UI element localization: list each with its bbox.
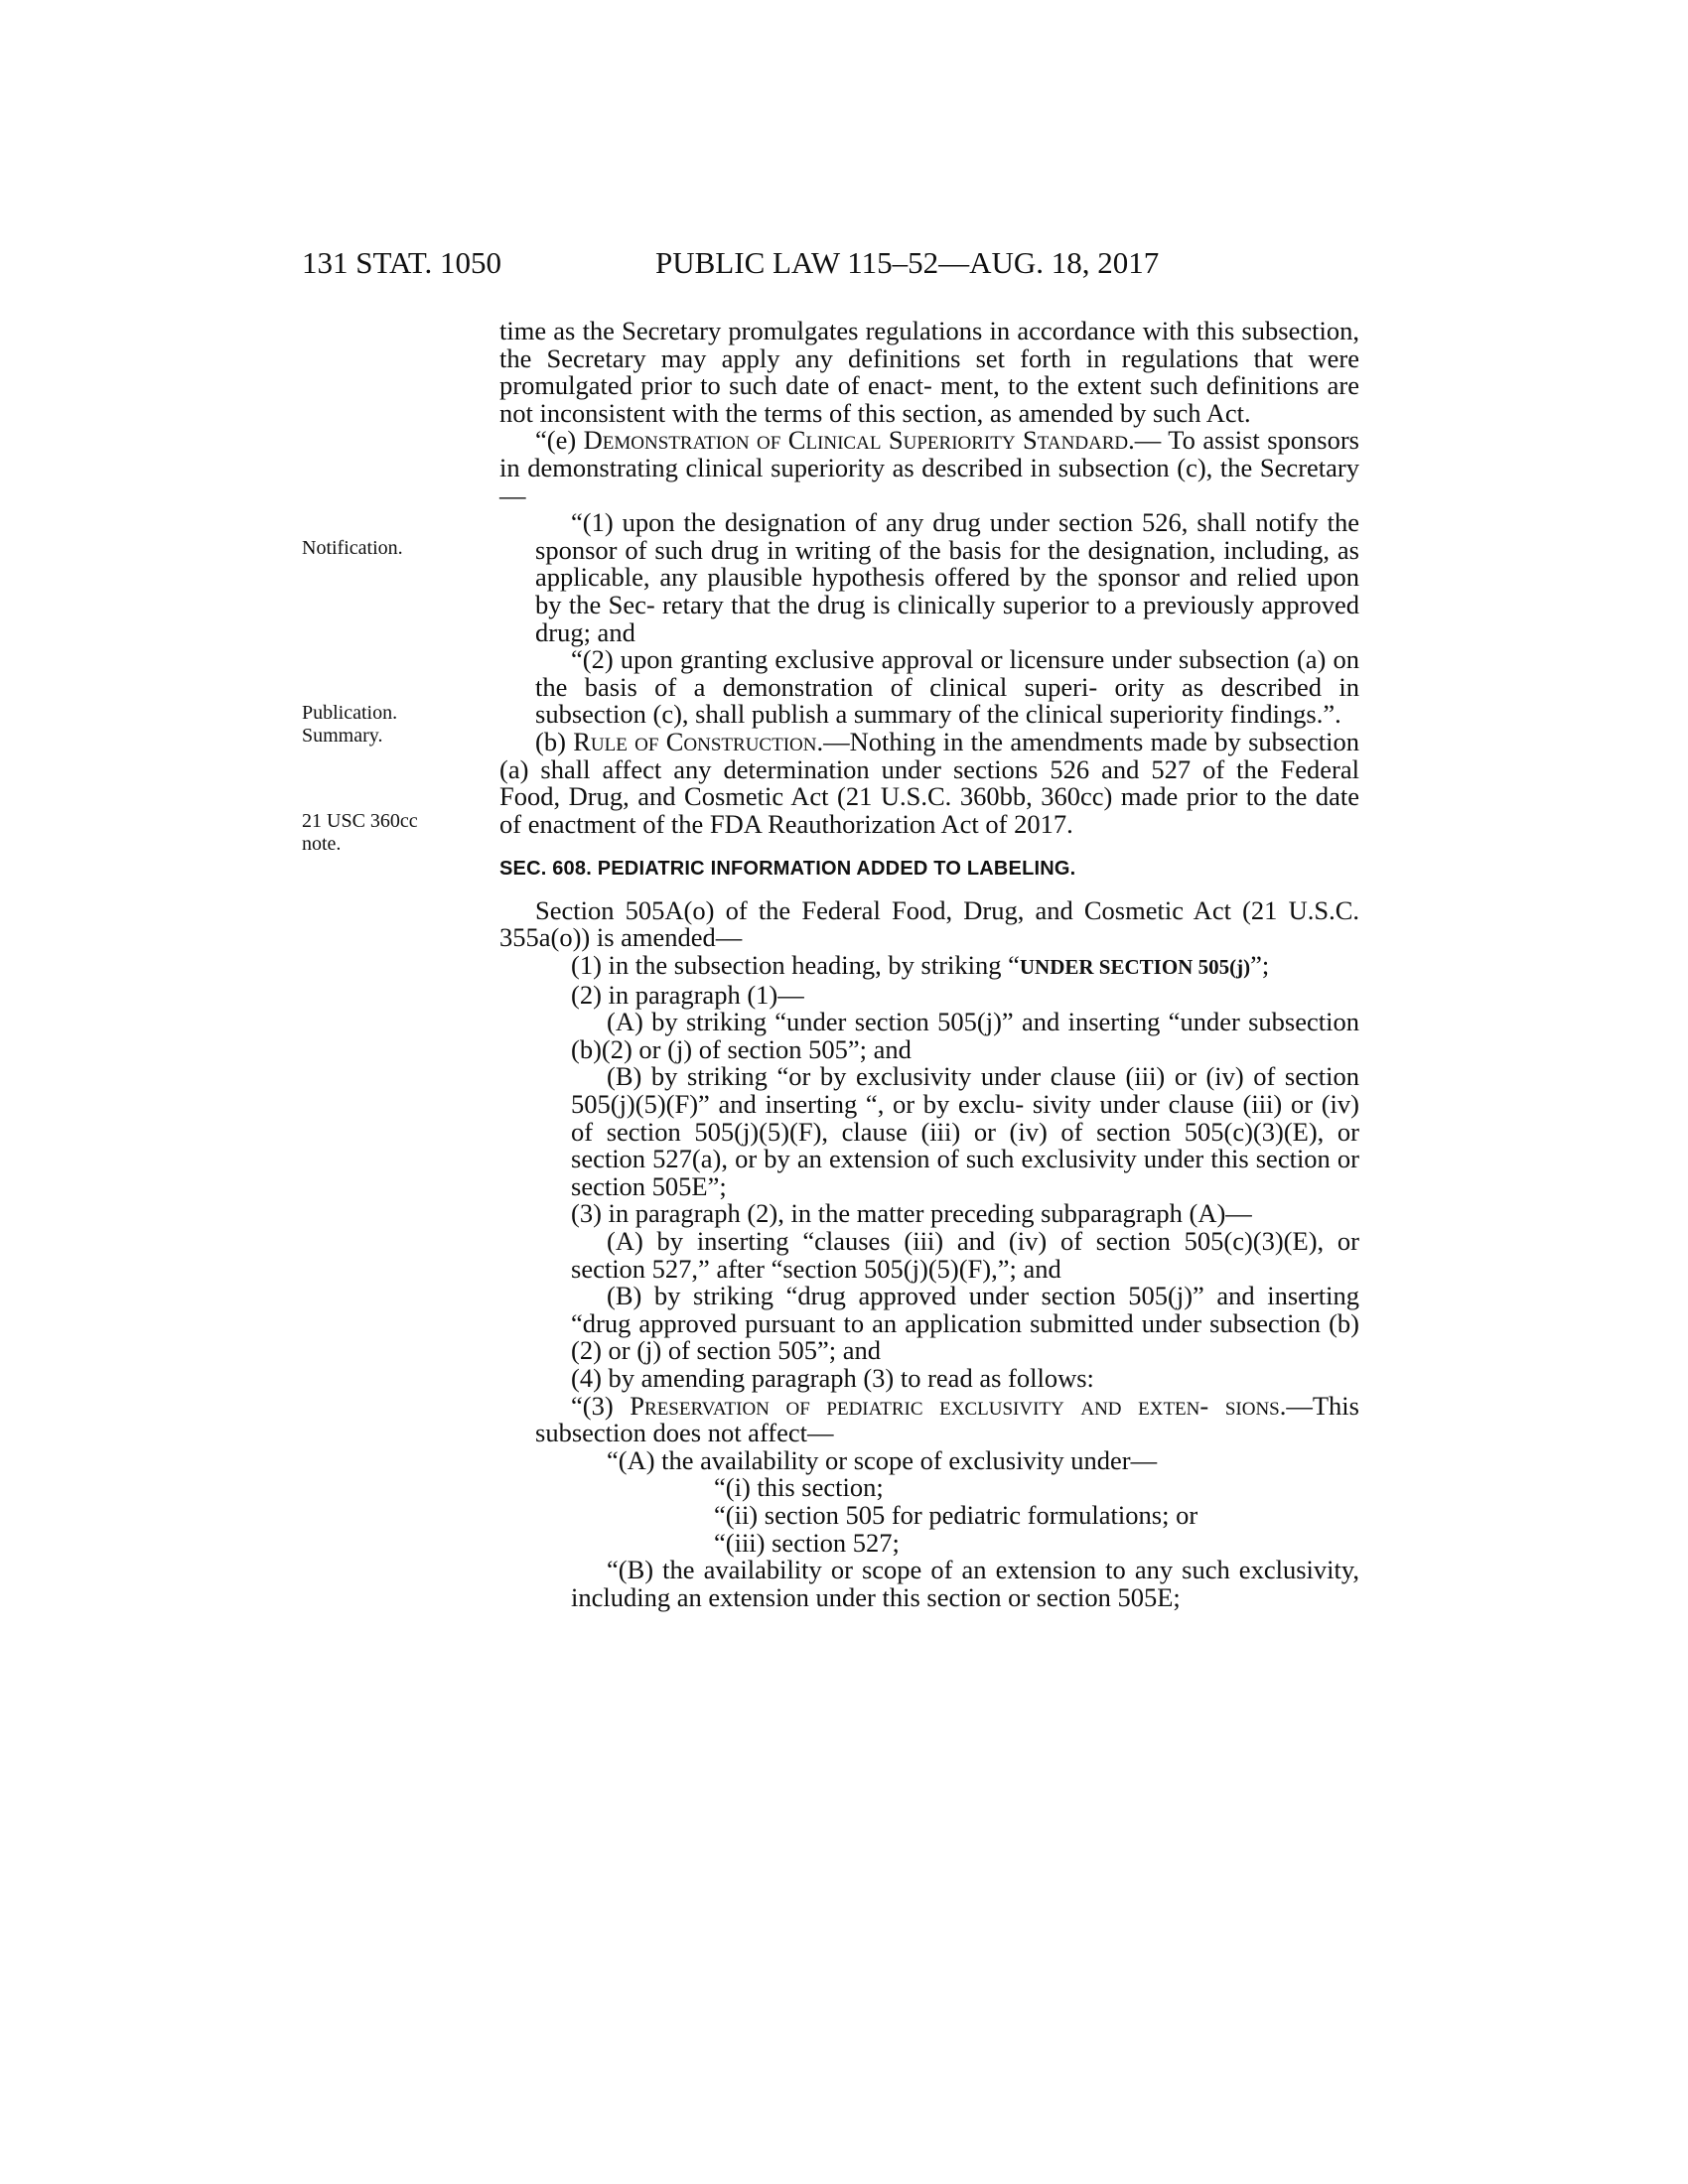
item-2-a: (A) by striking “under section 505(j)” and inserting “under subsection (b)(2) or (j) of section 505”; and [571,1007,1359,1064]
item-4: (4) by amending paragraph (3) to read as follows: [571,1362,1094,1393]
subsection-e-prefix: “(e) [535,425,584,456]
item-2-b: (B) by striking “or by exclusivity under clause (iii) or (iv) of section 505(j)(5)(F)” and inserting “, or by exclu- sivity under clause (iii) or (iv) of section 505(j)(5)(F), clause (iii) or (iv) of section 505(c)(3)(E), or section 527(a), or by an extension of such exclusivity under this section or section 505E”; [571,1061,1359,1201]
item-3: (3) in paragraph (2), in the matter preceding subparagraph (A)— [571,1198,1252,1229]
item-1 [499,952,1359,982]
paragraph-continued: time as the Secretary promulgates regulations in accordance with this subsection, the Secretary may apply any definitions set forth in regulations that were promulgated prior to such date of enact- ment, to the extent such definitions are not inconsistent with the terms of this section, as amended by such Act. [499,316,1359,428]
paragraph-3-prefix: “(3) [571,1390,631,1421]
subsection-e [499,427,1359,509]
margin-note-notification: Notification. [302,537,403,559]
item-1-bold: UNDER SECTION 505(j) [1019,955,1251,980]
margin-note-publication: Publication. [302,702,398,724]
subsection-b-prefix: (b) [535,726,574,756]
subparagraph-a: “(A) the availability or scope of exclusivity under— [607,1444,1158,1475]
subparagraph-b: “(B) the availability or scope of an extension to any such exclusivity, including an extension under this section or section 505E; [571,1555,1359,1612]
section-heading: SEC. 608. PEDIATRIC INFORMATION ADDED TO LABELING. [499,858,1076,881]
subsection-b [499,726,1359,839]
margin-note-usc-note: note. [302,833,342,855]
statute-page-number: 131 STAT. 1050 [302,245,502,280]
item-1-end: ”; [1250,950,1270,981]
section-intro: Section 505A(o) of the Federal Food, Drug, and Cosmetic Act (21 U.S.C. 355a(o)) is amended— [499,894,1359,953]
item-2: (2) in paragraph (1)— [571,979,804,1010]
body-text [499,318,1359,1611]
margin-note-usc: 21 USC 360cc [302,810,418,832]
item-3-b: (B) by striking “drug approved under section 505(j)” and inserting “drug approved pursuant to an application submitted under subsection (b)(2) or (j) of section 505”; and [571,1281,1359,1366]
clause-ii: “(ii) section 505 for pediatric formulations; or [714,1499,1198,1530]
paragraph-e2: “(2) upon granting exclusive approval or licensure under subsection (a) on the basis of a demonstration of clinical superi- ority as described in subsection (c), shall publish a summary of the clinical superiority findings.”. [535,644,1359,730]
paragraph-3-rest: —This subsection does not affect— [535,1390,1359,1448]
subsection-e-title: Demonstration of Clinical Superiority Standard. [583,425,1135,456]
public-law-header: PUBLIC LAW 115–52—AUG. 18, 2017 [655,245,1160,280]
item-1-start: (1) in the subsection heading, by striking “ [571,950,1020,981]
paragraph-3 [499,1390,1359,1448]
clause-iii: “(iii) section 527; [714,1527,900,1558]
clause-i: “(i) this section; [714,1472,884,1503]
subsection-b-title: Rule of Construction. [573,726,824,756]
subsection-b-rest: —Nothing in the amendments made by subsection (a) shall affect any determination under sections 526 and 527 of the Federal Food, Drug, and Cosmetic Act (21 U.S.C. 360bb, 360cc) made prior to the date of enactment of the FDA Reauthorization Act of 2017. [499,726,1359,839]
item-3-a: (A) by inserting “clauses (iii) and (iv) of section 505(c)(3)(E), or section 527,” after “section 505(j)(5)(F),”; and [571,1226,1359,1284]
margin-note-summary: Summary. [302,725,383,747]
paragraph-e1: “(1) upon the designation of any drug under section 526, shall notify the sponsor of such drug in writing of the basis for the designation, including, as applicable, any plausible hypothesis offered by the sponsor and relied upon by the Sec- retary that the drug is clinically superior to a previously approved drug; and [535,507,1359,647]
subsection-e-rest: — To assist sponsors in demonstrating clinical superiority as described in subsection (c), the Secretary— [499,425,1359,510]
paragraph-3-title: Preservation of pediatric exclusivity and exten- sions. [630,1390,1287,1421]
